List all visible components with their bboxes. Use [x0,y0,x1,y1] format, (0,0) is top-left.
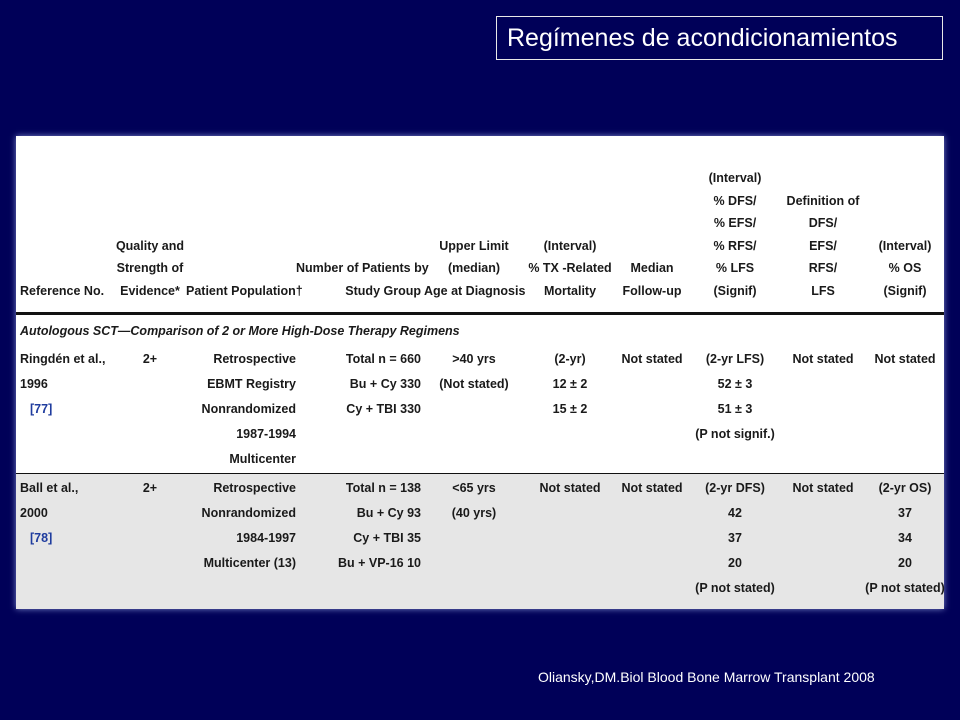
cell-population: Nonrandomized [201,402,296,416]
cell-population: 1987-1994 [236,427,296,441]
cell-patients: Total n = 660 [345,352,421,366]
cell-definition: Not stated [792,352,854,366]
cell-population: Retrospective [213,352,296,366]
cell-dfs: 37 [728,531,742,545]
cell-dfs: 51 ± 3 [717,402,753,416]
cell-trm: (2-yr) [554,352,586,366]
cell-patients: Bu + Cy 330 [349,377,421,391]
reference-link[interactable]: [78] [30,531,53,545]
citation: Oliansky,DM.Biol Blood Bone Marrow Transplant 2008 [538,669,875,685]
header-reference-line: Reference No. [20,283,105,298]
header-age-line: (median) [447,261,501,275]
cell-reference: 2000 [20,506,48,520]
header-trm-line: % TX -Related [528,261,612,275]
cell-reference: Ball et al., [20,481,79,495]
cell-dfs: 52 ± 3 [717,377,753,391]
header-quality-line: Quality and [115,238,185,253]
header-definition-line: LFS [811,283,835,298]
header-age-line: Upper Limit [439,238,509,253]
header-dfs-line: % LFS [715,261,755,275]
header-quality-line: Strength of [116,261,184,275]
section-label: Autologous SCT—Comparison of 2 or More High-Dose Therapy Regimens [20,324,460,338]
header-os-line: (Signif) [883,283,927,298]
cell-os: Not stated [874,352,936,366]
cell-population: EBMT Registry [207,377,296,391]
cell-age: <65 yrs [452,481,496,495]
header-quality-line: Evidence* [120,283,180,298]
cell-os: 20 [898,556,912,570]
header-dfs-line: (Signif) [713,283,757,298]
cell-followup: Not stated [621,481,683,495]
header-followup-line: Follow-up [622,283,682,298]
header-dfs-line: % RFS/ [713,238,757,253]
cell-os: (P not stated) [865,581,945,595]
cell-dfs: (2-yr DFS) [705,481,765,495]
header-os-line: (Interval) [878,238,932,253]
cell-patients: Total n = 138 [345,481,421,495]
cell-trm: 15 ± 2 [552,402,588,416]
header-trm-line: Mortality [543,283,597,298]
cell-dfs: (P not stated) [695,581,775,595]
header-definition-line: RFS/ [808,261,838,275]
cell-population: Retrospective [213,481,296,495]
header-rule [16,312,944,315]
cell-population: Nonrandomized [201,506,296,520]
cell-definition: Not stated [792,481,854,495]
header-age-line: Age at Diagnosis [424,283,526,298]
slide-title: Regímenes de acondicionamientos [496,16,943,60]
cell-quality: 2+ [142,352,158,366]
header-definition-line: EFS/ [809,238,837,253]
cell-patients: Cy + TBI 330 [346,402,421,416]
cell-reference: 1996 [20,377,48,391]
row-divider [16,473,944,474]
header-dfs-line: (Interval) [708,171,762,185]
cell-followup: Not stated [621,352,683,366]
header-trm-line: (Interval) [543,238,597,253]
header-dfs-line: % DFS/ [713,193,757,208]
cell-trm: Not stated [539,481,601,495]
header-definition-line: Definition of [786,193,860,208]
header-followup-line: Median [630,261,674,275]
header-dfs-line: % EFS/ [713,216,757,230]
header-patients-line: Study Group [345,283,421,298]
cell-patients: Bu + VP-16 10 [337,556,421,570]
reference-link[interactable]: [77] [30,402,53,416]
cell-population: Multicenter [229,452,296,466]
cell-dfs: 20 [728,556,742,570]
cell-population: 1984-1997 [236,531,296,545]
header-os-line: % OS [888,261,922,275]
cell-patients: Bu + Cy 93 [356,506,421,520]
header-patients-line: Number of Patients by [296,261,429,275]
cell-os: 37 [898,506,912,520]
cell-age: (Not stated) [439,377,509,391]
cell-age: (40 yrs) [451,506,497,520]
cell-trm: 12 ± 2 [552,377,588,391]
cell-quality: 2+ [142,481,158,495]
cell-os: 34 [898,531,912,545]
cell-age: >40 yrs [452,352,496,366]
cell-dfs: 42 [728,506,742,520]
cell-population: Multicenter (13) [203,556,296,570]
header-population-line: Patient Population† [186,283,303,298]
cell-reference: Ringdén et al., [20,352,106,366]
cell-dfs: (P not signif.) [695,427,775,441]
cell-os: (2-yr OS) [878,481,932,495]
evidence-table [16,136,944,609]
cell-dfs: (2-yr LFS) [705,352,765,366]
header-definition-line: DFS/ [808,216,838,230]
cell-patients: Cy + TBI 35 [353,531,421,545]
